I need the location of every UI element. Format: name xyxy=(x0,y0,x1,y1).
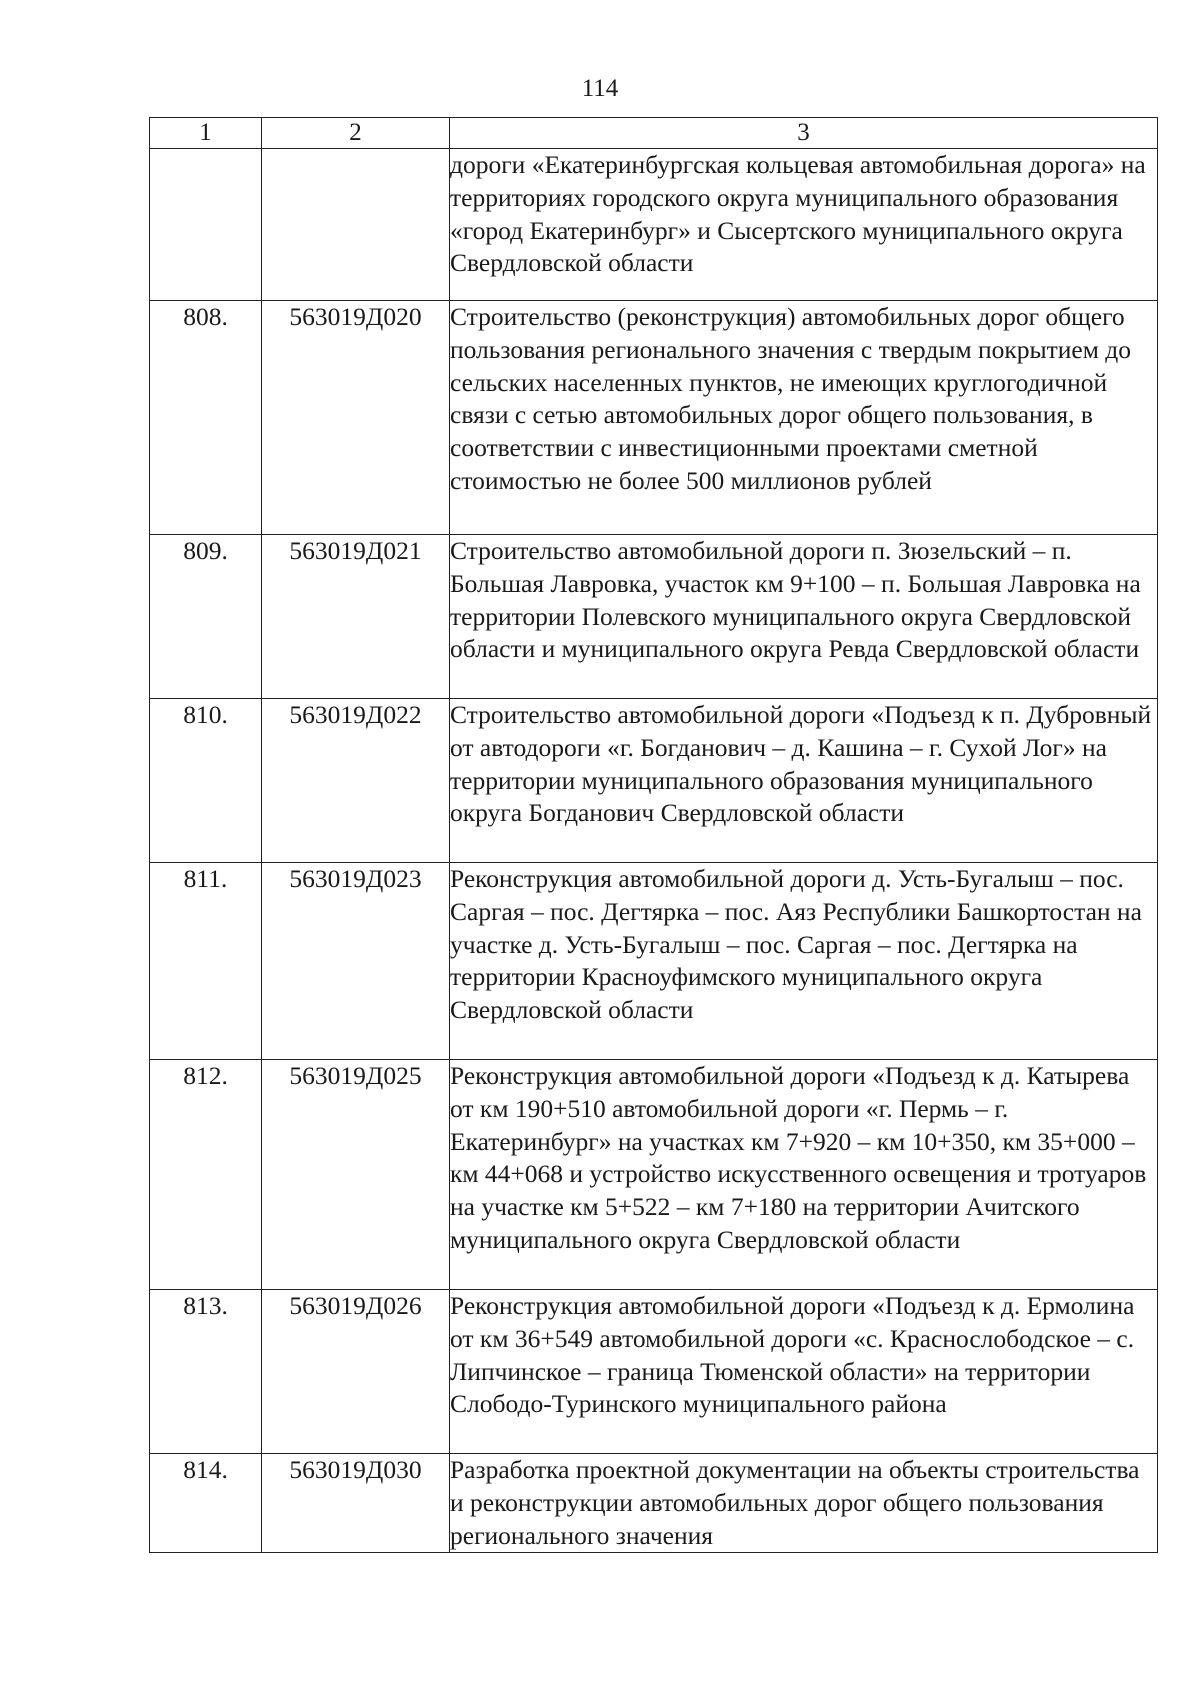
row-number: 814. xyxy=(150,1454,262,1553)
column-header-3: 3 xyxy=(450,118,1158,149)
row-description: Реконструкция автомобильной дороги «Подъезд к д. Ермолина от км 36+549 автомобильной дороги «с. Краснослободское – с. Липчинское – граница Тюменской области» на территории Слободо-Туринского муниципального района xyxy=(450,1290,1158,1454)
column-header-2: 2 xyxy=(262,118,450,149)
row-number: 809. xyxy=(150,535,262,699)
table-header-row xyxy=(150,118,1158,149)
row-code: 563019Д022 xyxy=(262,699,450,863)
row-number: 808. xyxy=(150,301,262,535)
page-number: 114 xyxy=(581,75,619,102)
registry-table xyxy=(149,117,1158,1553)
table-row xyxy=(150,1060,1158,1290)
row-code: 563019Д025 xyxy=(262,1060,450,1290)
table-row xyxy=(150,149,1158,301)
row-description: Строительство автомобильной дороги п. Зюзельский – п. Большая Лавровка, участок км 9+100 – п. Большая Лавровка на территории Полевского муниципального округа Свердловской области и муниципального округа Ревда Свердловской области xyxy=(450,535,1158,699)
row-description: Реконструкция автомобильной дороги «Подъезд к д. Катырева от км 190+510 автомобильной дороги «г. Пермь – г. Екатеринбург» на участках км 7+920 – км 10+350, км 35+000 – км 44+068 и устройство искусственного освещения и тротуаров на участке км 5+522 – км 7+180 на территории Ачитского муниципального округа Свердловской области xyxy=(450,1060,1158,1290)
table-row xyxy=(150,1454,1158,1553)
row-description: Реконструкция автомобильной дороги д. Усть-Бугалыш – пос. Саргая – пос. Дегтярка – пос. Аяз Республики Башкортостан на участке д. Усть-Бугалыш – пос. Саргая – пос. Дегтярка на территории Красноуфимского муниципального округа Свердловской области xyxy=(450,863,1158,1060)
table-row xyxy=(150,535,1158,699)
column-header-1: 1 xyxy=(150,118,262,149)
row-description: Разработка проектной документации на объекты строительства и реконструкции автомобильных дорог общего пользования регионального значения xyxy=(450,1454,1158,1553)
row-code: 563019Д020 xyxy=(262,301,450,535)
row-number: 811. xyxy=(150,863,262,1060)
row-description: Строительство (реконструкция) автомобильных дорог общего пользования регионального значения с твердым покрытием до сельских населенных пунктов, не имеющих круглогодичной связи с сетью автомобильных дорог общего пользования, в соответствии с инвестиционными проектами сметной стоимостью не более 500 миллионов рублей xyxy=(450,301,1158,535)
row-number: 812. xyxy=(150,1060,262,1290)
row-code: 563019Д021 xyxy=(262,535,450,699)
row-description: Строительство автомобильной дороги «Подъезд к п. Дубровный от автодороги «г. Богданович – д. Кашина – г. Сухой Лог» на территории муниципального образования муниципального округа Богданович Свердловской области xyxy=(450,699,1158,863)
row-code: 563019Д026 xyxy=(262,1290,450,1454)
row-code: 563019Д023 xyxy=(262,863,450,1060)
row-number: 813. xyxy=(150,1290,262,1454)
table-row xyxy=(150,863,1158,1060)
table-row xyxy=(150,1290,1158,1454)
row-number: 810. xyxy=(150,699,262,863)
table-row xyxy=(150,699,1158,863)
row-code: 563019Д030 xyxy=(262,1454,450,1553)
row-code xyxy=(262,149,450,301)
row-description: дороги «Екатеринбургская кольцевая автомобильная дорога» на территориях городского округа муниципального образования «город Екатеринбург» и Сысертского муниципального округа Свердловской области xyxy=(450,149,1158,301)
table-row xyxy=(150,301,1158,535)
row-number xyxy=(150,149,262,301)
